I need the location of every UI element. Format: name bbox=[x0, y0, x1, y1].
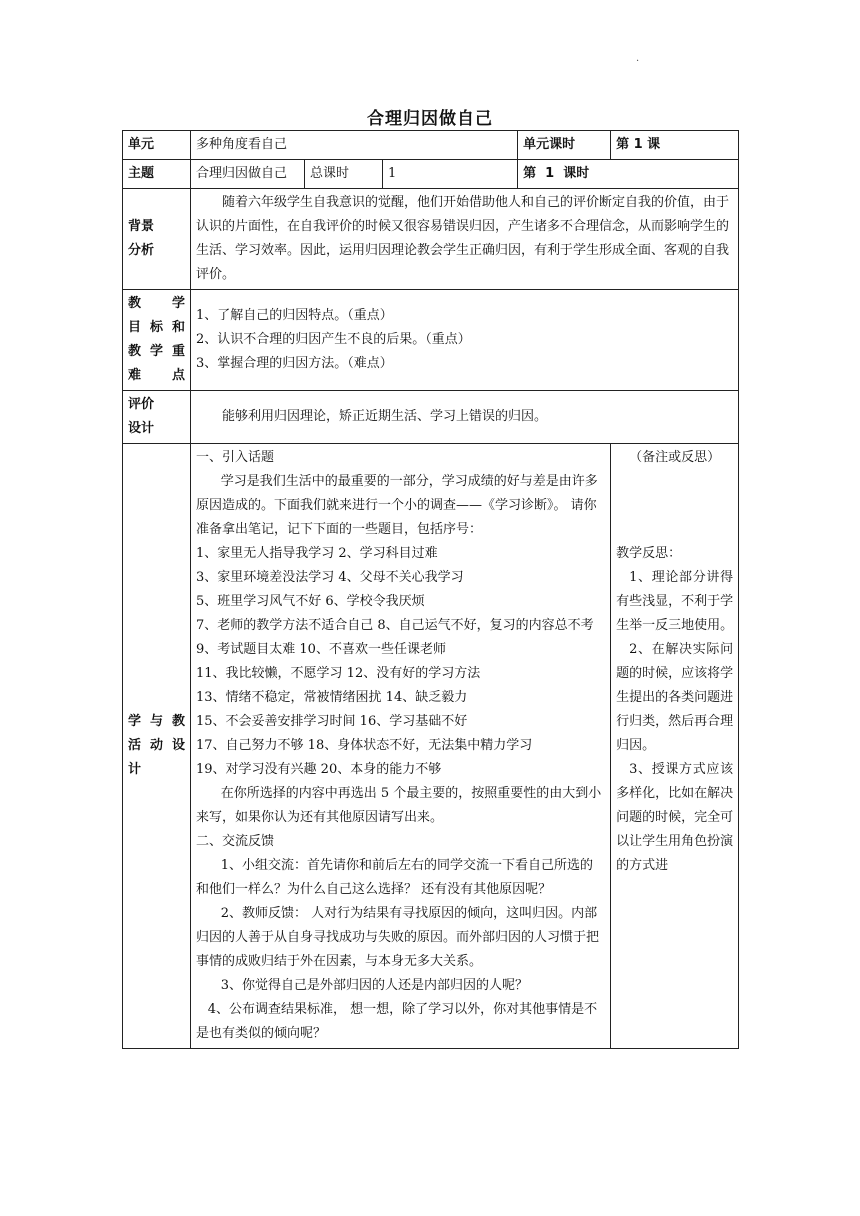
lesson-label: 单元课时 bbox=[518, 131, 611, 160]
row-activities bbox=[123, 444, 739, 1049]
reflection-item: 2、在解决实际问题的时候，应该将学生提出的各类问题进行归类，然后再合理归因。 bbox=[616, 642, 734, 753]
topic-value: 合理归因做自己 bbox=[191, 160, 305, 189]
lesson-plan-table bbox=[122, 130, 739, 1049]
activities-content bbox=[191, 444, 611, 1049]
step-paragraph: 1、小组交流：首先请你和前后左右的同学交流一下看自己所选的和他们一样么？为什么自己这么选择？ 还有没有其他原因呢？ bbox=[196, 858, 593, 897]
step-paragraph: 4、公布调查结果标准， 想一想，除了学习以外，你对其他事情是不是也有类似的倾向呢？ bbox=[196, 1002, 598, 1041]
evaluation-text: 能够利用归因理论，矫正近期生活、学习上错误的归因。 bbox=[191, 391, 739, 444]
row-evaluation bbox=[123, 391, 739, 444]
survey-item: 11、我比较懒，不愿学习 12、没有好的学习方法 bbox=[196, 666, 481, 681]
goals-label: 教学 目 标 和 教 学 重 难点 bbox=[123, 290, 191, 391]
reflection-title: 教学反思： bbox=[616, 546, 682, 561]
survey-item: 15、不会妥善安排学习时间 16、学习基础不好 bbox=[196, 714, 468, 729]
survey-item: 13、情绪不稳定，常被情绪困扰 14、缺乏毅力 bbox=[196, 690, 468, 705]
document-title: 合理归因做自己 bbox=[367, 109, 493, 129]
step-paragraph: 2、教师反馈： 人对行为结果有寻找原因的倾向，这叫归因。内部归因的人善于从自身寻找成功与失败的原因。而外部归因的人习惯于把事情的成败归结于外在因素，与本身无多大关系。 bbox=[196, 906, 600, 969]
reflection-item: 1、理论部分讲得有些浅显，不利于学生举一反三地使用。 bbox=[616, 570, 734, 633]
intro-paragraph: 学习是我们生活中的最重要的一部分，学习成绩的好与差是由许多原因造成的。下面我们就来进行一个小的调查——《学习诊断》。 请你准备拿出笔记，记下下面的一些题目，包括序号： bbox=[196, 474, 598, 537]
background-label: 背景 分析 bbox=[123, 189, 191, 290]
row-topic bbox=[123, 160, 739, 189]
activities-label: 学 与 教 活 动 设 计 bbox=[123, 444, 191, 1049]
goal-item: 1、了解自己的归因特点。（重点） bbox=[196, 308, 393, 323]
notes-header: （备注或反思） bbox=[629, 450, 721, 465]
goal-item: 3、掌握合理的归因方法。（难点） bbox=[196, 356, 393, 371]
survey-item: 19、对学习没有兴趣 20、本身的能力不够 bbox=[196, 762, 442, 777]
survey-item: 1、家里无人指导我学习 2、学习科目过难 bbox=[196, 546, 438, 561]
unit-label: 单元 bbox=[123, 131, 191, 160]
unit-value: 多种角度看自己 bbox=[191, 131, 518, 160]
row-background bbox=[123, 189, 739, 290]
row-goals bbox=[123, 290, 739, 391]
instruction-paragraph: 在你所选择的内容中再选出 5 个最主要的，按照重要性的由大到小来写，如果你认为还有其他原因请写出来。 bbox=[196, 786, 602, 825]
lesson-value: 第 1 课 bbox=[611, 131, 739, 160]
survey-item: 7、老师的教学方法不适合自己 8、自己运气不好，复习的内容总不考 9、考试题目太难 10、不喜欢一些任课老师 bbox=[196, 618, 594, 657]
survey-item: 17、自己努力不够 18、身体状态不好，无法集中精力学习 bbox=[196, 738, 533, 753]
topic-label: 主题 bbox=[123, 160, 191, 189]
goals-list bbox=[191, 290, 739, 391]
row-unit bbox=[123, 131, 739, 160]
page-mark: · bbox=[636, 56, 640, 67]
evaluation-label: 评价 设计 bbox=[123, 391, 191, 444]
notes-column bbox=[611, 444, 739, 1049]
step-paragraph: 3、你觉得自己是外部归因的人还是内部归因的人呢？ bbox=[220, 978, 528, 993]
goal-item: 2、认识不合理的归因产生不良的后果。（重点） bbox=[196, 332, 471, 347]
reflection-item: 3、授课方式应该多样化，比如在解决问题的时候，完全可以让学生用角色扮演的方式进 bbox=[616, 762, 734, 873]
section-heading: 二、交流反馈 bbox=[196, 834, 275, 849]
survey-item: 3、家里环境差没法学习 4、父母不关心我学习 bbox=[196, 570, 464, 585]
section-heading: 一、引入话题 bbox=[196, 450, 275, 465]
total-hours-value: 1 bbox=[383, 160, 518, 189]
total-hours-label: 总课时 bbox=[305, 160, 383, 189]
background-text: 随着六年级学生自我意识的觉醒，他们开始借助他人和自己的评价断定自我的价值，由于认识的片面性，在自我评价的时候又很容易错误归因，产生诸多不合理信念，从而影响学生的生活、学习效率。因此，运用归因理论教会学生正确归因，有利于学生形成全面、客观的自我评价。 bbox=[191, 189, 739, 290]
period-value: 第 1 课时 bbox=[518, 160, 739, 189]
survey-item: 5、班里学习风气不好 6、学校令我厌烦 bbox=[196, 594, 425, 609]
